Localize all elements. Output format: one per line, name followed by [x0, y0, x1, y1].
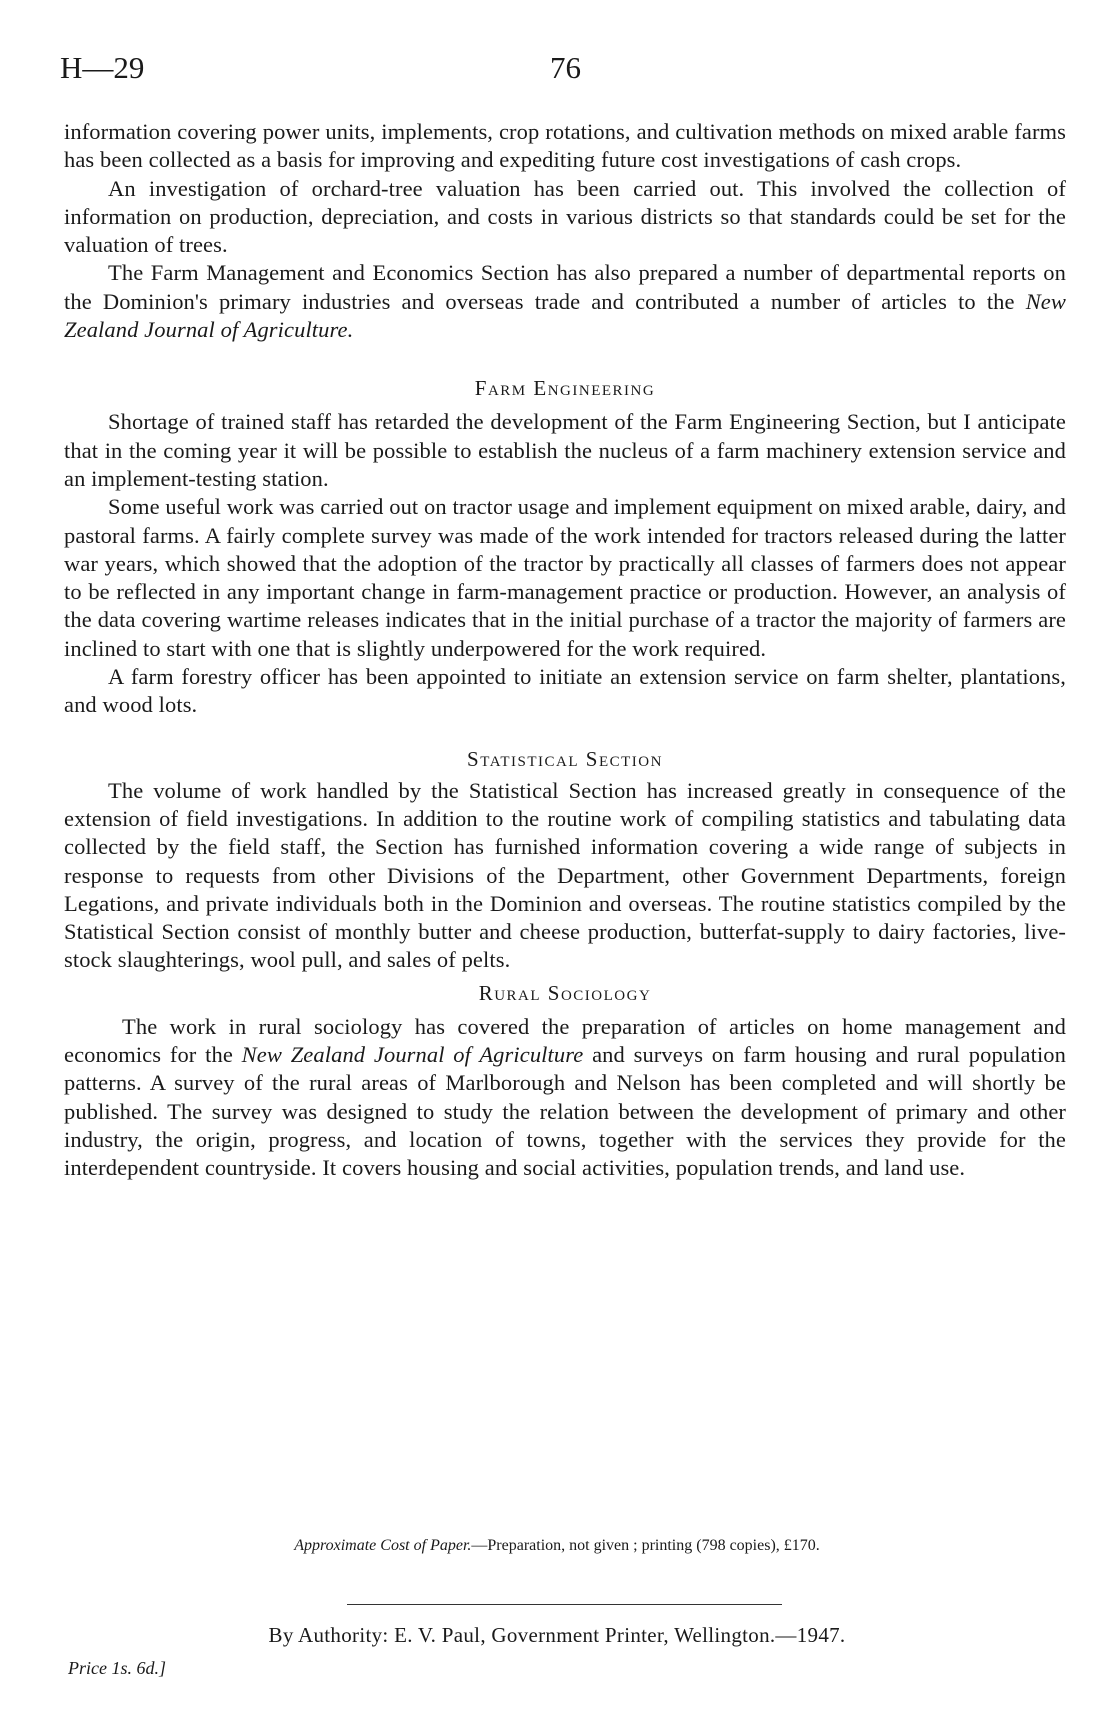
paragraph-statistical-work: The volume of work handled by the Statistical Section has increased greatly in consequence of the extension of field investigations. In addition to the routine work of compiling statistics and tabulating data collected by the field staff, the Section has furnished information covering a wide range of subjects in response to requests from other Divisions of the Department, other Government Departments, foreign Legations, and private individuals both in the Dominion and overseas. The routine statistics compiled by the Statistical Section consist of monthly butter and cheese production, butterfat-supply to dairy factories, live-stock slaughterings, wool pull, and sales of pelts. [64, 777, 1066, 973]
paragraph-staff-shortage: Shortage of trained staff has retarded the development of the Farm Engineering Section, but I anticipate that in the coming year it will be possible to establish the nucleus of a farm machinery extension service and an implement-testing station. [64, 409, 1066, 491]
heading-farm-engineering: Farm Engineering [474, 376, 656, 401]
paragraph-farm-management-reports: The Farm Management and Economics Section has also prepared a number of departmental reports on the Dominion's primary industries and overseas trade and contributed a number of articles to the New Zealand Journal of Agriculture. [64, 260, 1066, 343]
journal-title: New Zealand Journal of Agriculture. [64, 288, 1066, 343]
journal-title: New Zealand Journal of Agriculture [241, 1042, 584, 1068]
paragraph-farm-forestry: A farm forestry officer has been appointed to initiate an extension service on farm shelter, plantations, and wood lots. [64, 664, 1066, 718]
page-number: 76 [550, 50, 581, 85]
page-header [60, 50, 1054, 90]
heading-statistical-section: Statistical Section [467, 746, 663, 771]
paragraph-rural-sociology: The work in rural sociology has covered the preparation of articles on home management and economics for the New Zealand Journal of Agriculture and surveys on farm housing and rural population patterns. A survey of the rural areas of Marlborough and Nelson has been completed and will shortly be published. The survey was designed to study the relation between the development of primary and other industry, the origin, progress, and location of towns, together with the services they provide for the interdependent countryside. It covers housing and social activities, population trends, and land use. [64, 1013, 1066, 1181]
price: Price 1s. 6d.] [68, 1658, 166, 1678]
printer-authority: By Authority: E. V. Paul, Government Printer, Wellington.—1947. [268, 1623, 846, 1647]
paragraph-orchard-valuation: An investigation of orchard-tree valuation has been carried out. This involved the collection of information on production, depreciation, and costs in various districts so that standards could be set for the valuation of trees. [64, 175, 1066, 258]
cost-details: —Preparation, not given ; printing (798 copies), £170. [471, 1537, 820, 1554]
report-reference: H—29 [60, 50, 145, 85]
body-text [64, 118, 1066, 1183]
cost-label: Approximate Cost of Paper. [294, 1537, 472, 1554]
footer-rule [347, 1604, 782, 1605]
heading-rural-sociology: Rural Sociology [478, 980, 652, 1005]
paragraph-continuation: information covering power units, implements, crop rotations, and cultivation methods on mixed arable farms has been collected as a basis for improving and expediting future cost investigations of cash crops. [64, 119, 1066, 173]
paragraph-tractor-usage: Some useful work was carried out on tractor usage and implement equipment on mixed arable, dairy, and pastoral farms. A fairly complete survey was made of the work intended for tractors released during the latter war years, which showed that the adoption of the tractor by practically all classes of farmers does not appear to be reflected in any important change in farm-management practice or production. However, an analysis of the data covering wartime releases indicates that in the initial purchase of a tractor the majority of farmers are inclined to start with one that is slightly underpowered for the work required. [64, 494, 1066, 661]
cost-of-paper [0, 1537, 1114, 1555]
